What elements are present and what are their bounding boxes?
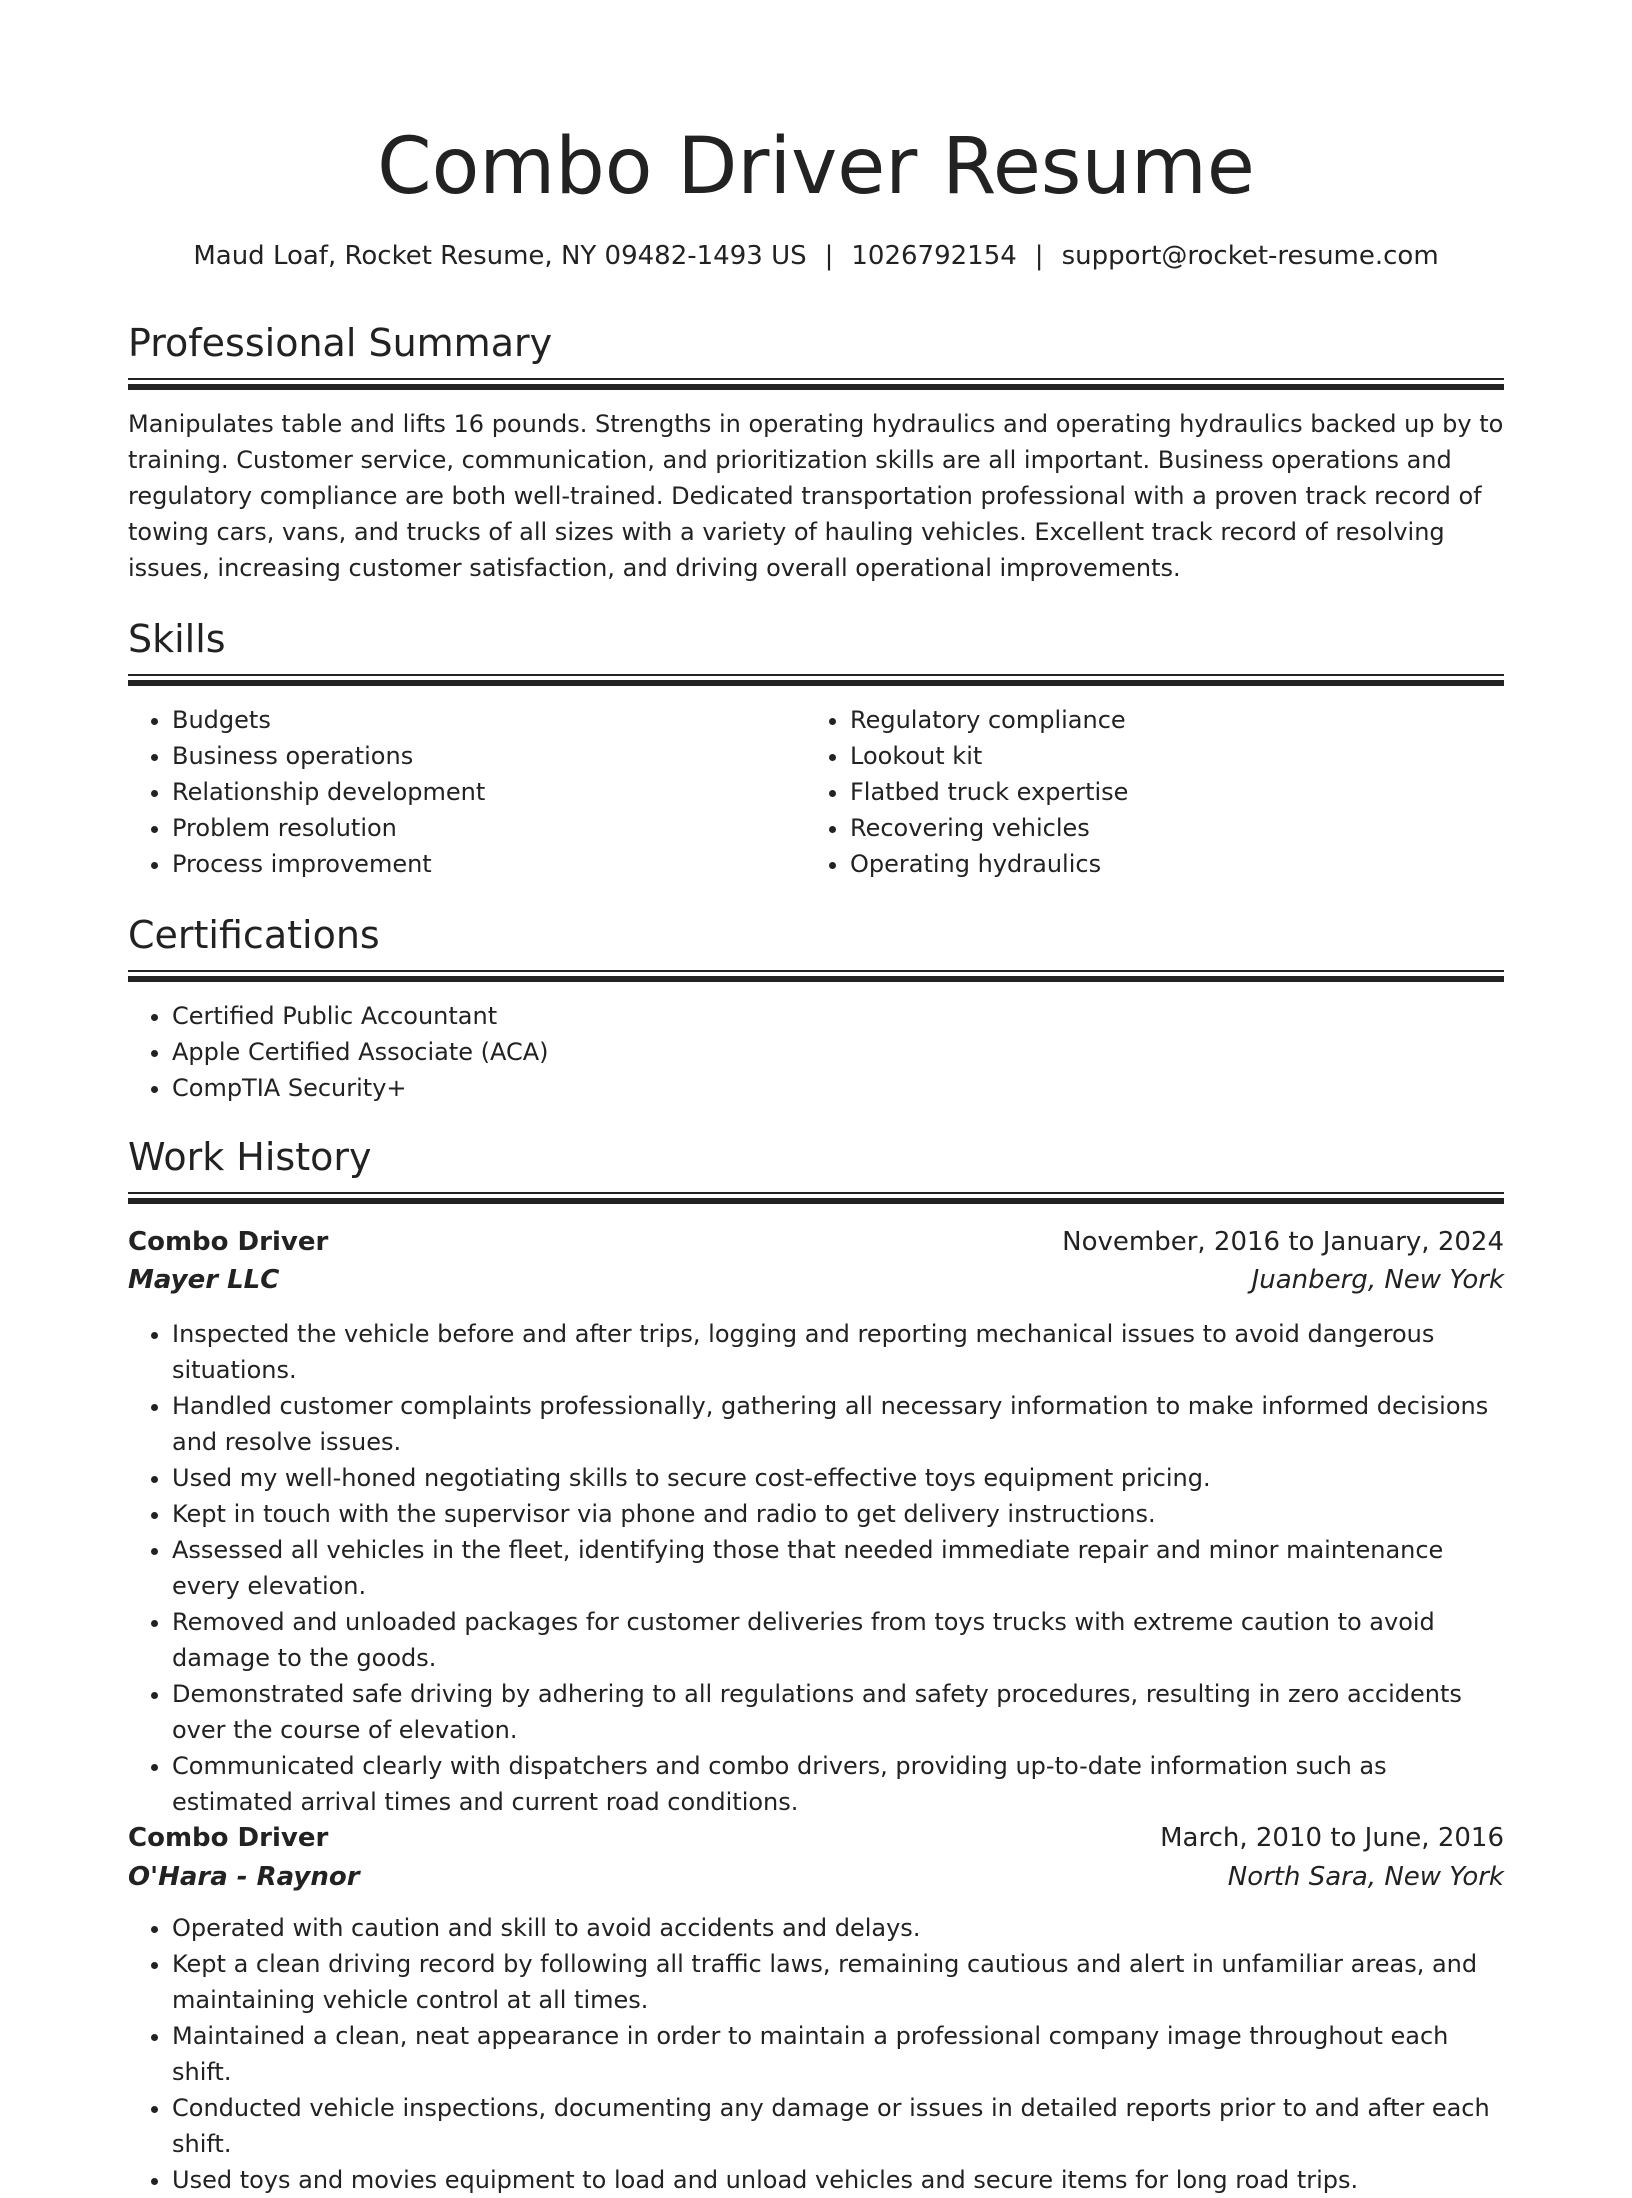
job-bullet: • Maintained a clean, neat appearance in order to maintain a professional company image throughout each shift. [172, 2018, 1504, 2090]
job-bullet: • Removed and unloaded packages for customer deliveries from toys trucks with extreme caution to avoid damage to the goods. [172, 1604, 1504, 1676]
contact-email: support@rocket-resume.com [1061, 241, 1439, 271]
job-bullet: • Demonstrated safe driving by adhering to all regulations and safety procedures, resulting in zero accidents over the course of elevation. [172, 1676, 1504, 1748]
job-bullet: • Used my well-honed negotiating skills to secure cost-effective toys equipment pricing. [172, 1460, 1504, 1496]
section-heading: Work History [128, 1135, 372, 1179]
skills-column-right [806, 702, 1486, 882]
skill-item: • Business operations [172, 738, 808, 774]
contact-separator: | [1034, 241, 1044, 271]
skill-item: • Operating hydraulics [850, 846, 1486, 882]
certifications-section [128, 910, 1504, 1102]
section-rule [128, 680, 1504, 686]
certification-item: • Apple Certified Associate (ACA) [172, 1034, 1504, 1070]
job-bullet: • Handled customer complaints professionally, gathering all necessary information to make informed decisions and resolve issues. [172, 1388, 1504, 1460]
section-heading: Certifications [128, 913, 380, 957]
job-bullet: • Operated with caution and skill to avoid accidents and delays. [172, 1910, 1504, 1946]
skills-column-left [128, 702, 808, 882]
summary-section [128, 318, 1504, 582]
skill-item: • Recovering vehicles [850, 810, 1486, 846]
contact-line [0, 238, 1632, 274]
certifications-list [128, 998, 1504, 1106]
job-bullet: • Communicated clearly with dispatchers and combo drivers, providing up-to-date information such as estimated arrival times and current road conditions. [172, 1748, 1504, 1820]
section-heading: Professional Summary [128, 321, 553, 365]
job-subheader [128, 1859, 1504, 1895]
job-bullet: • Kept a clean driving record by following all traffic laws, remaining cautious and alert in unfamiliar areas, and maintaining vehicle control at all times. [172, 1946, 1504, 2018]
job-title: Combo Driver [128, 1823, 329, 1853]
contact-address: Maud Loaf, Rocket Resume, NY 09482-1493 US [193, 241, 807, 271]
skills-section [128, 614, 1504, 878]
section-rule [128, 976, 1504, 982]
section-heading: Skills [128, 617, 226, 661]
certification-item: • CompTIA Security+ [172, 1070, 1504, 1106]
contact-separator: | [824, 241, 834, 271]
contact-phone: 1026792154 [851, 241, 1017, 271]
section-rule [128, 1192, 1504, 1194]
job-header [128, 1224, 1504, 1260]
job-bullets [128, 1316, 1504, 1820]
job-bullet: • Inspected the vehicle before and after trips, logging and reporting mechanical issues to avoid dangerous situations. [172, 1316, 1504, 1388]
job-location: North Sara, New York [1227, 1862, 1504, 1892]
job-title: Combo Driver [128, 1227, 329, 1257]
skill-item: • Lookout kit [850, 738, 1486, 774]
section-rule [128, 1198, 1504, 1204]
job-dates: November, 2016 to January, 2024 [1062, 1227, 1504, 1257]
section-rule [128, 970, 1504, 972]
job-company: O'Hara - Raynor [128, 1862, 360, 1892]
certification-item: • Certified Public Accountant [172, 998, 1504, 1034]
page-title: Combo Driver Resume [377, 122, 1255, 212]
job-subheader [128, 1262, 1504, 1298]
job-location: Juanberg, New York [1251, 1265, 1504, 1295]
section-rule [128, 384, 1504, 390]
job-bullet: • Kept in touch with the supervisor via phone and radio to get delivery instructions. [172, 1496, 1504, 1532]
job-header [128, 1820, 1504, 1856]
job-bullet: • Conducted vehicle inspections, documenting any damage or issues in detailed reports prior to and after each shift. [172, 2090, 1504, 2162]
section-rule [128, 674, 1504, 676]
skill-item: • Flatbed truck expertise [850, 774, 1486, 810]
job-bullets [128, 1910, 1504, 2198]
job-bullet: • Used toys and movies equipment to load and unload vehicles and secure items for long road trips. [172, 2162, 1504, 2198]
skill-item: • Regulatory compliance [850, 702, 1486, 738]
job-bullet: • Assessed all vehicles in the fleet, identifying those that needed immediate repair and minor maintenance every elevation. [172, 1532, 1504, 1604]
section-rule [128, 378, 1504, 380]
summary-text: Manipulates table and lifts 16 pounds. Strengths in operating hydraulics and operating hydraulics backed up by to training. Customer service, communication, and prioritization skills are all important. Business operations and regulatory compliance are both well-trained. Dedicated transportation professional with a proven track record of towing cars, vans, and trucks of all sizes with a variety of hauling vehicles. Excellent track record of resolving issues, increasing customer satisfaction, and driving overall operational improvements. [128, 410, 1504, 582]
job-dates: March, 2010 to June, 2016 [1160, 1823, 1504, 1853]
work-history-section [128, 1132, 1504, 2194]
job-company: Mayer LLC [128, 1265, 280, 1295]
skill-item: • Budgets [172, 702, 808, 738]
skill-item: • Process improvement [172, 846, 808, 882]
skill-item: • Relationship development [172, 774, 808, 810]
skill-item: • Problem resolution [172, 810, 808, 846]
